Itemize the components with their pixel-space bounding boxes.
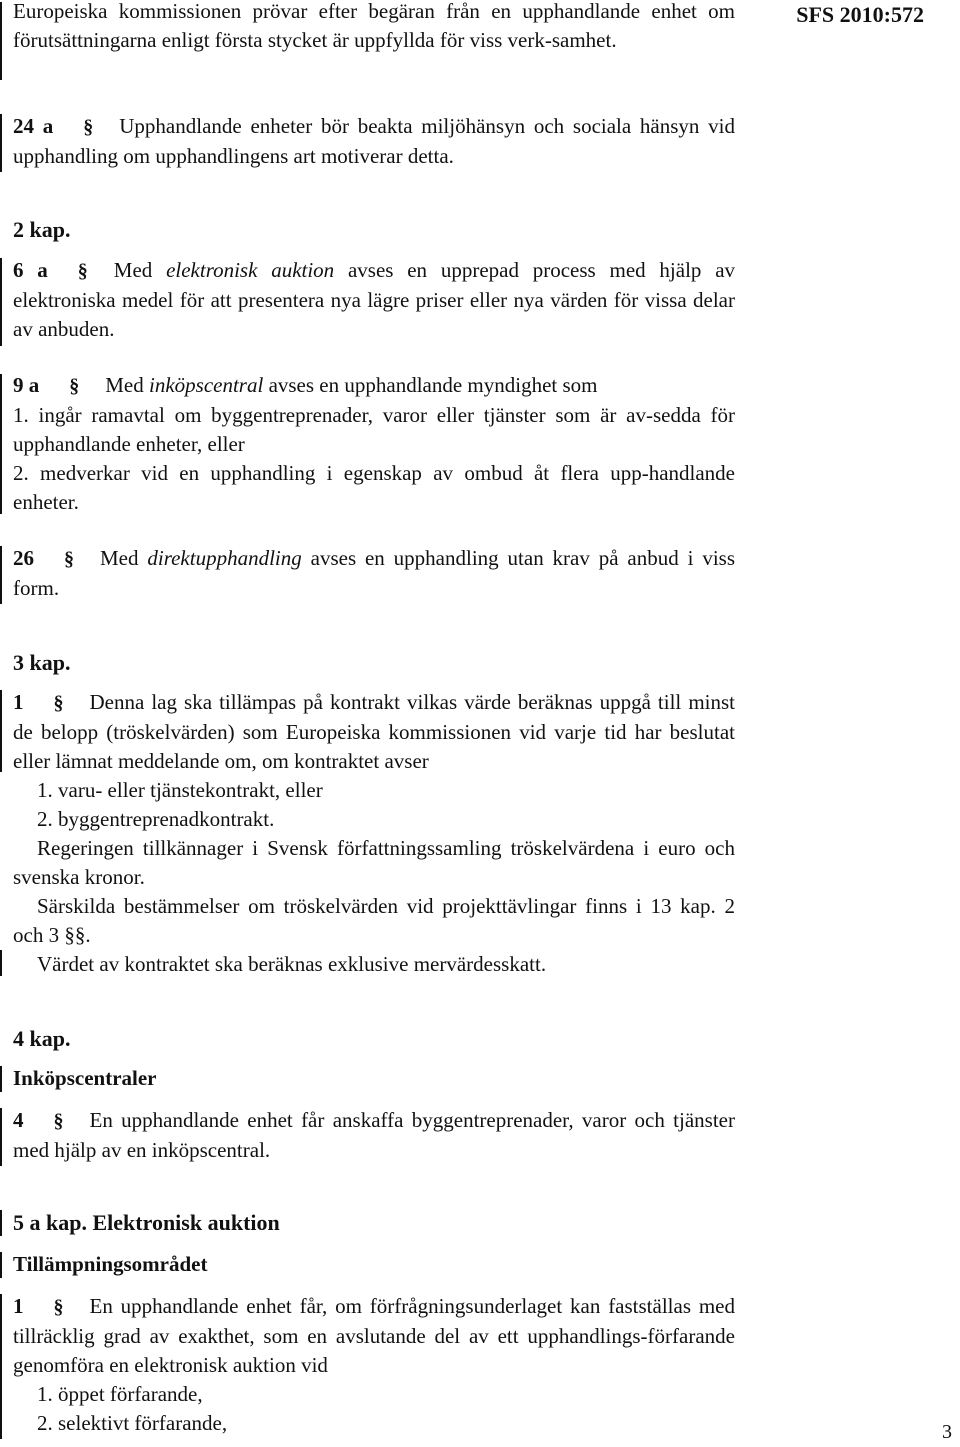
change-bar xyxy=(0,2,2,80)
change-bar xyxy=(0,950,2,976)
section-text: En upphandlande enhet får, om förfrågningsunderlaget kan fastställas med tillräcklig grad av exakthet, som en avslutande del av ett upphandlings-förfarande genomföra en elektronisk auktion vid xyxy=(13,1294,735,1377)
section-26 xyxy=(13,544,735,603)
list-item: 1. ingår ramavtal om byggentreprenader, varor eller tjänster som är av-sedda för upphandlande enheter, eller xyxy=(13,403,735,456)
change-bar xyxy=(0,1066,2,1092)
document-reference: SFS 2010:572 xyxy=(796,2,924,27)
paragraph-sign: § xyxy=(77,260,88,282)
change-bar xyxy=(0,690,2,772)
change-bar xyxy=(0,114,2,172)
section-number: 26 xyxy=(13,546,34,570)
list-item: 1. varu- eller tjänstekontrakt, eller xyxy=(37,778,323,802)
change-bar xyxy=(0,1294,2,1439)
section-9a xyxy=(13,371,735,517)
section-number: 9 a xyxy=(13,373,40,397)
text-prefix: Med xyxy=(113,258,153,282)
list-item: 2. medverkar vid en upphandling i egenskap av ombud åt flera upp-handlande enheter. xyxy=(13,461,735,514)
change-bar xyxy=(0,374,2,514)
section-number: 4 xyxy=(13,1108,24,1132)
section-6a xyxy=(13,256,735,344)
change-bar xyxy=(0,258,2,346)
section-text: En upphandlande enhet får anskaffa byggentreprenader, varor och tjänster med hjälp av en inköpscentral. xyxy=(13,1108,735,1162)
section-text: Denna lag ska tillämpas på kontrakt vilkas värde beräknas uppgå till minst de belopp (tröskelvärden) som Europeiska kommissionen vid varje tid har beslutat eller lämnat meddelande om, om kontraktet avser xyxy=(13,690,735,773)
intro-paragraph: Europeiska kommissionen prövar efter begäran från en upphandlande enhet om förutsättningarna enligt första stycket är uppfyllda för viss verk-samhet. xyxy=(13,0,735,52)
text-prefix: Med xyxy=(100,546,139,570)
paragraph: Särskilda bestämmelser om tröskelvärden vid projekttävlingar finns i 13 kap. 2 och 3 §§. xyxy=(13,894,735,947)
paragraph-sign: § xyxy=(64,548,74,570)
list-item: 2. byggentreprenadkontrakt. xyxy=(37,807,275,831)
paragraph: Regeringen tillkännager i Svensk författningssamling tröskelvärdena i euro och svenska kronor. xyxy=(13,836,735,889)
defined-term: elektronisk auktion xyxy=(166,258,335,282)
chapter-heading-4: 4 kap. xyxy=(13,1026,71,1051)
change-bar xyxy=(0,1108,2,1166)
paragraph-sign: § xyxy=(53,1110,64,1132)
paragraph-sign: § xyxy=(69,375,80,397)
section-4 xyxy=(13,1106,735,1165)
chapter-heading-2: 2 kap. xyxy=(13,217,71,242)
paragraph-sign: § xyxy=(53,692,64,714)
change-bar xyxy=(0,1252,2,1278)
defined-term: inköpscentral xyxy=(149,373,264,397)
section-24a xyxy=(13,112,735,171)
paragraph-sign: § xyxy=(53,1296,64,1318)
section-text: Upphandlande enheter bör beakta miljöhänsyn och sociala hänsyn vid upphandling om upphandlingens art motiverar detta. xyxy=(13,114,736,168)
chapter-heading-3: 3 kap. xyxy=(13,650,71,675)
page-number: 3 xyxy=(942,1421,952,1443)
section-text: avses en upphandlande myndighet som xyxy=(268,373,598,397)
paragraph: Värdet av kontraktet ska beräknas exklusive mervärdesskatt. xyxy=(37,952,547,976)
paragraph-sign: § xyxy=(83,116,94,138)
change-bar xyxy=(0,1210,2,1236)
list-item: 2. selektivt förfarande, xyxy=(37,1411,228,1435)
section-number: 1 xyxy=(13,1294,24,1318)
subheading-tillampningsomradet: Tillämpningsområdet xyxy=(13,1252,208,1276)
chapter-heading-5a: 5 a kap. Elektronisk auktion xyxy=(13,1210,280,1235)
section-text: avses en upprepad process med hjälp av elektroniska medel för att presentera nya lägre priser eller nya värden för vissa delar av anbuden. xyxy=(13,258,736,341)
section-1-chapter-5a xyxy=(13,1292,735,1438)
section-number: 1 xyxy=(13,690,24,714)
list-item: 1. öppet förfarande, xyxy=(37,1382,203,1406)
defined-term: direktupphandling xyxy=(147,546,302,570)
section-1-chapter-3 xyxy=(13,688,735,979)
section-text: avses en upphandling utan krav på anbud i viss form. xyxy=(13,546,736,600)
change-bar xyxy=(0,546,2,604)
subheading-inkopscentraler: Inköpscentraler xyxy=(13,1066,157,1090)
text-prefix: Med xyxy=(105,373,144,397)
section-number: 6 a xyxy=(13,258,48,282)
section-number: 24 a xyxy=(13,114,54,138)
